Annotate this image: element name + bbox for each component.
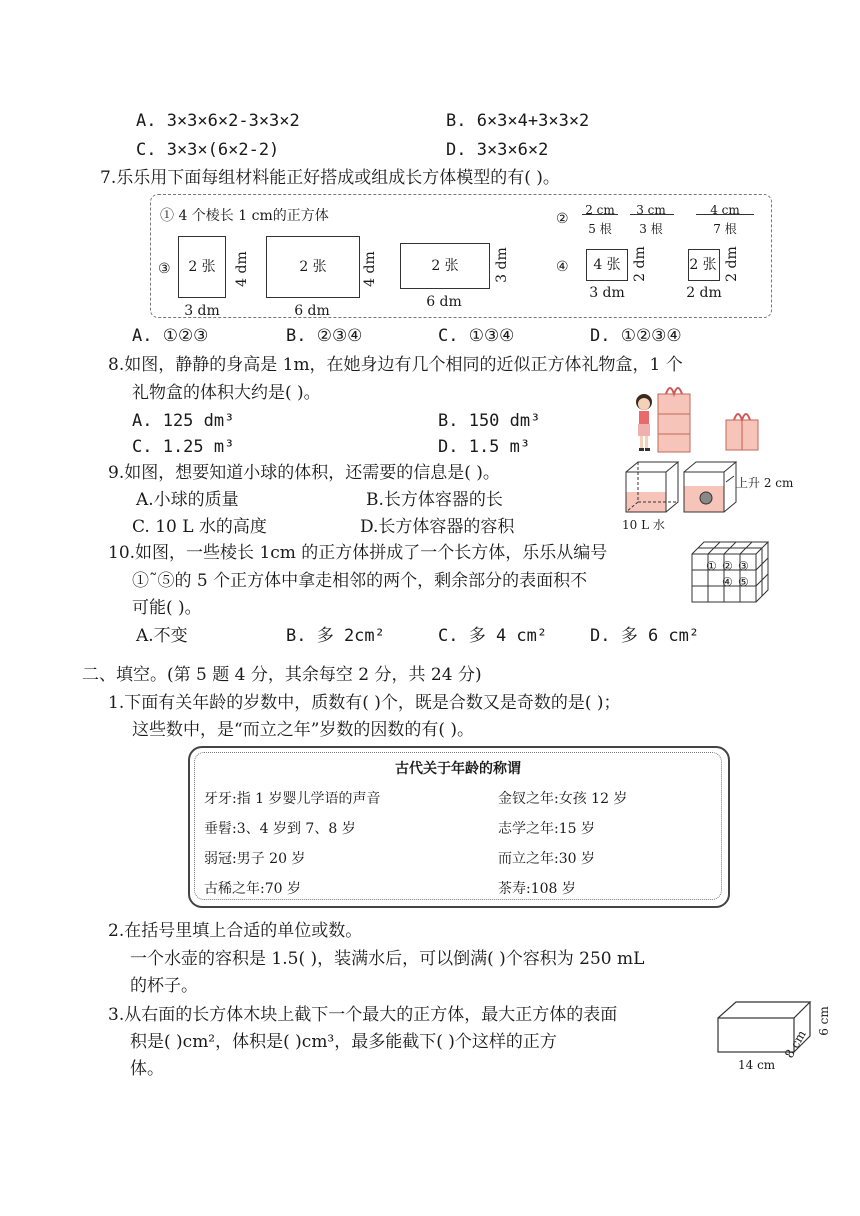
age-table-title: 古代关于年龄的称谓 — [395, 761, 521, 777]
q7-stick1-count: 5 根 — [588, 222, 612, 236]
f3-stem-line2: 积是( )cm²，体积是( )cm³，最多能截下( )个这样的正方 — [130, 1032, 557, 1052]
age-term-left-2: 垂髫:3、4 岁到 7、8 岁 — [204, 821, 356, 837]
q8-stem-line2: 礼物盒的体积大约是( )。 — [132, 383, 321, 403]
q7-option-a: A. ①②③ — [132, 326, 209, 346]
q10-option-c: C. 多 4 cm² — [438, 626, 548, 646]
q10-cube-label-4: ④ — [722, 575, 733, 589]
q7-stick1-length: 2 cm — [585, 203, 615, 217]
q6-option-b: B. 6×3×4+3×3×2 — [446, 111, 590, 131]
q9-option-b: B.长方体容器的长 — [366, 490, 503, 510]
q7-stick3-count: 7 根 — [713, 222, 737, 236]
q10-cube-label-2: ② — [722, 559, 733, 573]
q7-card-2x2-width: 2 dm — [686, 285, 722, 301]
q10-cube-label-5: ⑤ — [738, 575, 749, 589]
f2-stem-line2: 一个水壶的容积是 1.5( )，装满水后，可以倒满( )个容积为 250 mL — [130, 949, 645, 969]
q9-rise-label: 上升 2 cm — [736, 476, 794, 490]
q7-option-b: B. ②③④ — [286, 326, 363, 346]
q8-stem-line1: 8.如图，静静的身高是 1m，在她身边有几个相同的近似正方体礼物盒，1 个 — [108, 355, 683, 375]
q7-card-6x3-width: 6 dm — [426, 294, 462, 310]
q10-option-d: D. 多 6 cm² — [590, 626, 700, 646]
q6-option-d: D. 3×3×6×2 — [446, 140, 549, 160]
q8-option-c: C. 1.25 m³ — [132, 437, 235, 457]
q7-stick2 — [630, 214, 674, 215]
f1-stem-line2: 这些数中，是“而立之年”岁数的因数的有( )。 — [132, 720, 475, 740]
q7-card-6x4-width: 6 dm — [294, 303, 330, 319]
age-term-right-2: 志学之年:15 岁 — [498, 821, 595, 837]
f2-stem-line1: 2.在括号里填上合适的单位或数。 — [108, 921, 363, 941]
q7-card-3x4-label: 2 张 — [188, 259, 216, 275]
q7-stick2-count: 3 根 — [639, 222, 663, 236]
q9-stem: 9.如图，想要知道小球的体积，还需要的信息是( )。 — [108, 463, 500, 483]
f3-length-label: 14 cm — [738, 1058, 776, 1072]
q7-card-6x4-height: 4 dm — [362, 251, 378, 287]
q10-option-a: A.不变 — [136, 626, 188, 646]
q10-stem-line2: ①˜⑤的 5 个正方体中拿走相邻的两个，剩余部分的表面积不 — [132, 571, 588, 591]
q7-card-2x2-label: 2 张 — [689, 257, 717, 273]
q8-option-b: B. 150 dm³ — [438, 411, 541, 431]
q7-stick3-length: 4 cm — [710, 203, 740, 217]
q7-card-6x3-height: 3 dm — [494, 247, 510, 283]
q7-card-2x2-height: 2 dm — [724, 246, 740, 282]
q7-stick2-length: 3 cm — [636, 203, 666, 217]
q10-option-b: B. 多 2cm² — [286, 626, 385, 646]
girl-and-gifts-illustration — [630, 380, 790, 456]
q7-option-d: D. ①②③④ — [590, 326, 682, 346]
age-term-left-1: 牙牙:指 1 岁婴儿学语的声音 — [204, 791, 381, 807]
q7-group2-mark: ② — [556, 211, 569, 227]
q7-card-3x4-width: 3 dm — [184, 303, 220, 319]
q9-option-d: D.长方体容器的容积 — [360, 517, 515, 537]
q7-group3-mark: ③ — [158, 261, 171, 277]
f3-stem-line3: 体。 — [130, 1059, 164, 1079]
q6-option-a: A. 3×3×6×2-3×3×2 — [136, 111, 300, 131]
age-term-right-4: 茶寿:108 岁 — [498, 881, 576, 897]
q9-option-a: A.小球的质量 — [136, 490, 239, 510]
age-term-left-4: 古稀之年:70 岁 — [204, 881, 301, 897]
q7-stem: 7.乐乐用下面每组材料能正好搭成或组成长方体模型的有( )。 — [100, 168, 560, 188]
q7-card-3x2-width: 3 dm — [589, 285, 625, 301]
age-term-right-1: 金钗之年:女孩 12 岁 — [498, 791, 628, 807]
f3-stem-line1: 3.从右面的长方体木块上截下一个最大的正方体，最大正方体的表面 — [108, 1005, 618, 1025]
q10-stem-line3: 可能( )。 — [132, 598, 202, 618]
q7-stick3 — [696, 214, 754, 215]
q7-card-3x2-height: 2 dm — [632, 246, 648, 282]
q7-stick1 — [582, 214, 618, 215]
q6-option-c: C. 3×3×(6×2-2) — [136, 140, 280, 160]
q8-option-d: D. 1.5 m³ — [438, 437, 531, 457]
q9-water-label: 10 L 水 — [622, 518, 665, 532]
f2-stem-line3: 的杯子。 — [130, 976, 198, 996]
q7-card-3x2-label: 4 张 — [593, 257, 621, 273]
q9-option-c: C. 10 L 水的高度 — [132, 517, 267, 537]
q10-stem-line1: 10.如图，一些棱长 1cm 的正方体拼成了一个长方体，乐乐从编号 — [108, 543, 608, 563]
q10-cube-label-3: ③ — [738, 559, 749, 573]
q7-card-6x4-label: 2 张 — [299, 259, 327, 275]
f3-width-label: 8 cm — [781, 1027, 809, 1061]
section2-title: 二、填空。(第 5 题 4 分，其余每空 2 分，共 24 分) — [82, 665, 482, 685]
q7-card-6x3-label: 2 张 — [431, 258, 459, 274]
age-term-left-3: 弱冠:男子 20 岁 — [204, 851, 306, 867]
f3-height-label: 6 cm — [817, 1006, 831, 1036]
q8-option-a: A. 125 dm³ — [132, 411, 235, 431]
q10-cube-label-1: ① — [706, 559, 717, 573]
q7-option-c: C. ①③④ — [438, 326, 515, 346]
age-term-right-3: 而立之年:30 岁 — [498, 851, 595, 867]
q7-group1: ① 4 个棱长 1 cm的正方体 — [160, 208, 329, 224]
f1-stem-line1: 1.下面有关年龄的岁数中，质数有( )个，既是合数又是奇数的是( )； — [108, 693, 621, 713]
q7-group4-mark: ④ — [556, 259, 569, 275]
q7-card-3x4-height: 4 dm — [234, 251, 250, 287]
